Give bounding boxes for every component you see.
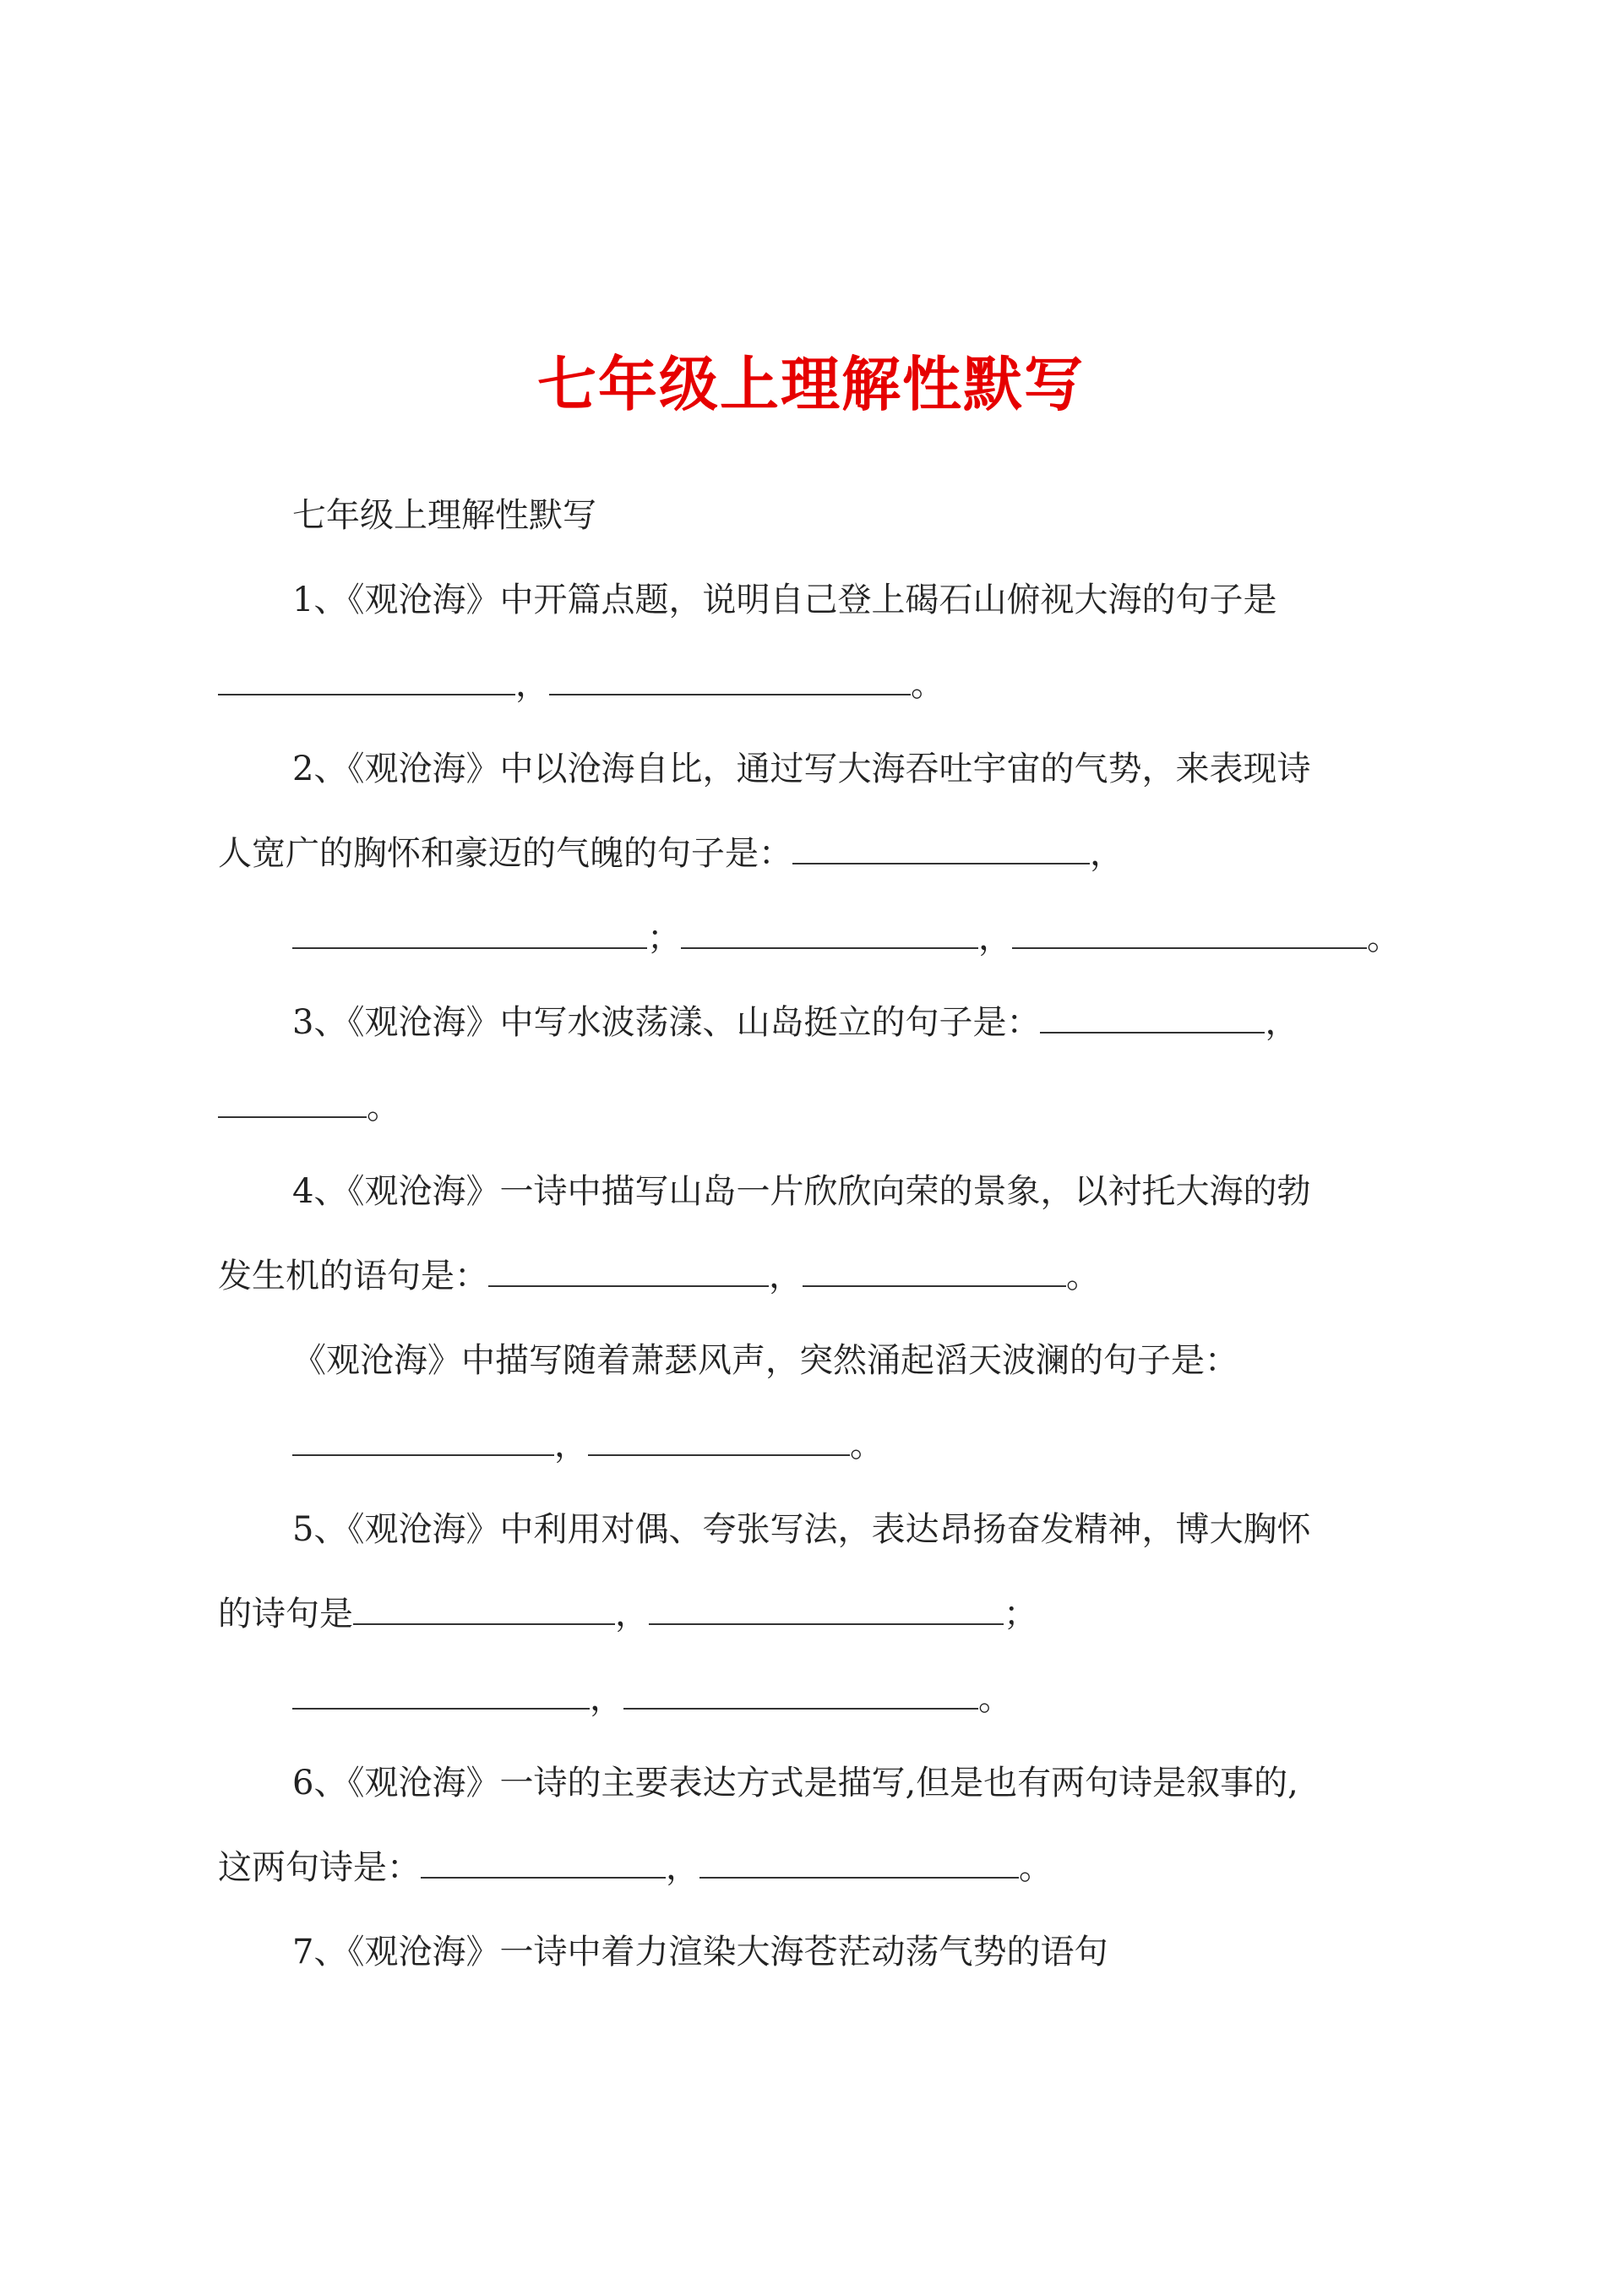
- question-4-subquestion: 《观沧海》中描写随着萧瑟风声，突然涌起滔天波澜的句子是：: [292, 1341, 1238, 1380]
- comma: ，: [1090, 834, 1124, 873]
- comma: ，: [978, 919, 1012, 957]
- answer-blank[interactable]: [292, 915, 647, 949]
- question-4-text-cont: [218, 1251, 1100, 1301]
- question-1-text: 1、《观沧海》中开篇点题，说明自己登上碣石山俯视大海的句子是: [292, 581, 1277, 619]
- question-6-text: 6、《观沧海》一诗的主要表达方式是描写,但是也有两句诗是叙事的,: [292, 1764, 1298, 1802]
- answer-blank[interactable]: [292, 1422, 554, 1456]
- question-4-text: 4、《观沧海》一诗中描写山岛一片欣欣向荣的景象，以衬托大海的勃: [292, 1172, 1311, 1211]
- question-3-prompt: 3、《观沧海》中写水波荡漾、山岛挺立的句子是：: [292, 1003, 1041, 1042]
- question-5-text-line2: 的诗句是: [218, 1595, 353, 1633]
- answer-blank[interactable]: [1012, 915, 1367, 949]
- question-3-answer-line: [218, 1082, 400, 1132]
- comma: ，: [515, 665, 549, 704]
- period: 。: [911, 665, 944, 704]
- period: 。: [850, 1426, 884, 1464]
- question-5-text-cont: [218, 1589, 1037, 1639]
- question-4-text-line2: 发生机的语句是：: [218, 1257, 488, 1295]
- answer-blank[interactable]: [549, 662, 911, 695]
- subtitle: 七年级上理解性默写: [292, 496, 596, 535]
- question-5-text: 5、《观沧海》中利用对偶、夸张写法，表达昂扬奋发精神，博大胸怀: [292, 1510, 1311, 1549]
- period: 。: [978, 1679, 1012, 1718]
- answer-blank[interactable]: [292, 1676, 590, 1710]
- comma: ，: [1265, 1003, 1299, 1042]
- question-4-answer-line: [292, 1420, 884, 1470]
- comma: ，: [769, 1257, 803, 1295]
- question-3-text: [292, 997, 1298, 1048]
- answer-blank[interactable]: [218, 662, 515, 695]
- semicolon: ；: [647, 919, 681, 957]
- answer-blank[interactable]: [649, 1591, 1004, 1625]
- question-2-answer-line: [292, 913, 1401, 963]
- answer-blank[interactable]: [792, 831, 1090, 864]
- question-2-text-cont: [218, 828, 1124, 879]
- answer-blank[interactable]: [681, 915, 978, 949]
- answer-blank[interactable]: [588, 1422, 850, 1456]
- answer-blank[interactable]: [421, 1845, 666, 1879]
- question-6-text-line2: 这两句诗是：: [218, 1848, 421, 1887]
- question-6-text-cont: [218, 1842, 1053, 1893]
- question-2-text-line2: 人宽广的胸怀和豪迈的气魄的句子是：: [218, 834, 792, 873]
- semicolon: ；: [1004, 1595, 1037, 1633]
- answer-blank[interactable]: [1040, 1000, 1265, 1033]
- answer-blank[interactable]: [699, 1845, 1019, 1879]
- answer-blank[interactable]: [353, 1591, 615, 1625]
- question-2-text: 2、《观沧海》中以沧海自比，通过写大海吞吐宇宙的气势，来表现诗: [292, 750, 1311, 788]
- comma: ，: [615, 1595, 649, 1633]
- comma: ，: [590, 1679, 623, 1718]
- period: 。: [1367, 919, 1401, 957]
- period: 。: [1019, 1848, 1053, 1887]
- answer-blank[interactable]: [803, 1253, 1066, 1287]
- question-7-text: 7、《观沧海》一诗中着力渲染大海苍茫动荡气势的语句: [292, 1933, 1108, 1972]
- answer-blank[interactable]: [488, 1253, 769, 1287]
- answer-blank[interactable]: [623, 1676, 978, 1710]
- comma: ，: [666, 1848, 699, 1887]
- comma: ，: [554, 1426, 588, 1464]
- page-title: 七年级上理解性默写: [537, 349, 1085, 419]
- period: 。: [367, 1088, 400, 1126]
- question-5-answer-line: [292, 1673, 1012, 1724]
- period: 。: [1066, 1257, 1100, 1295]
- answer-blank[interactable]: [218, 1084, 367, 1118]
- question-1-answer-line: [218, 659, 944, 710]
